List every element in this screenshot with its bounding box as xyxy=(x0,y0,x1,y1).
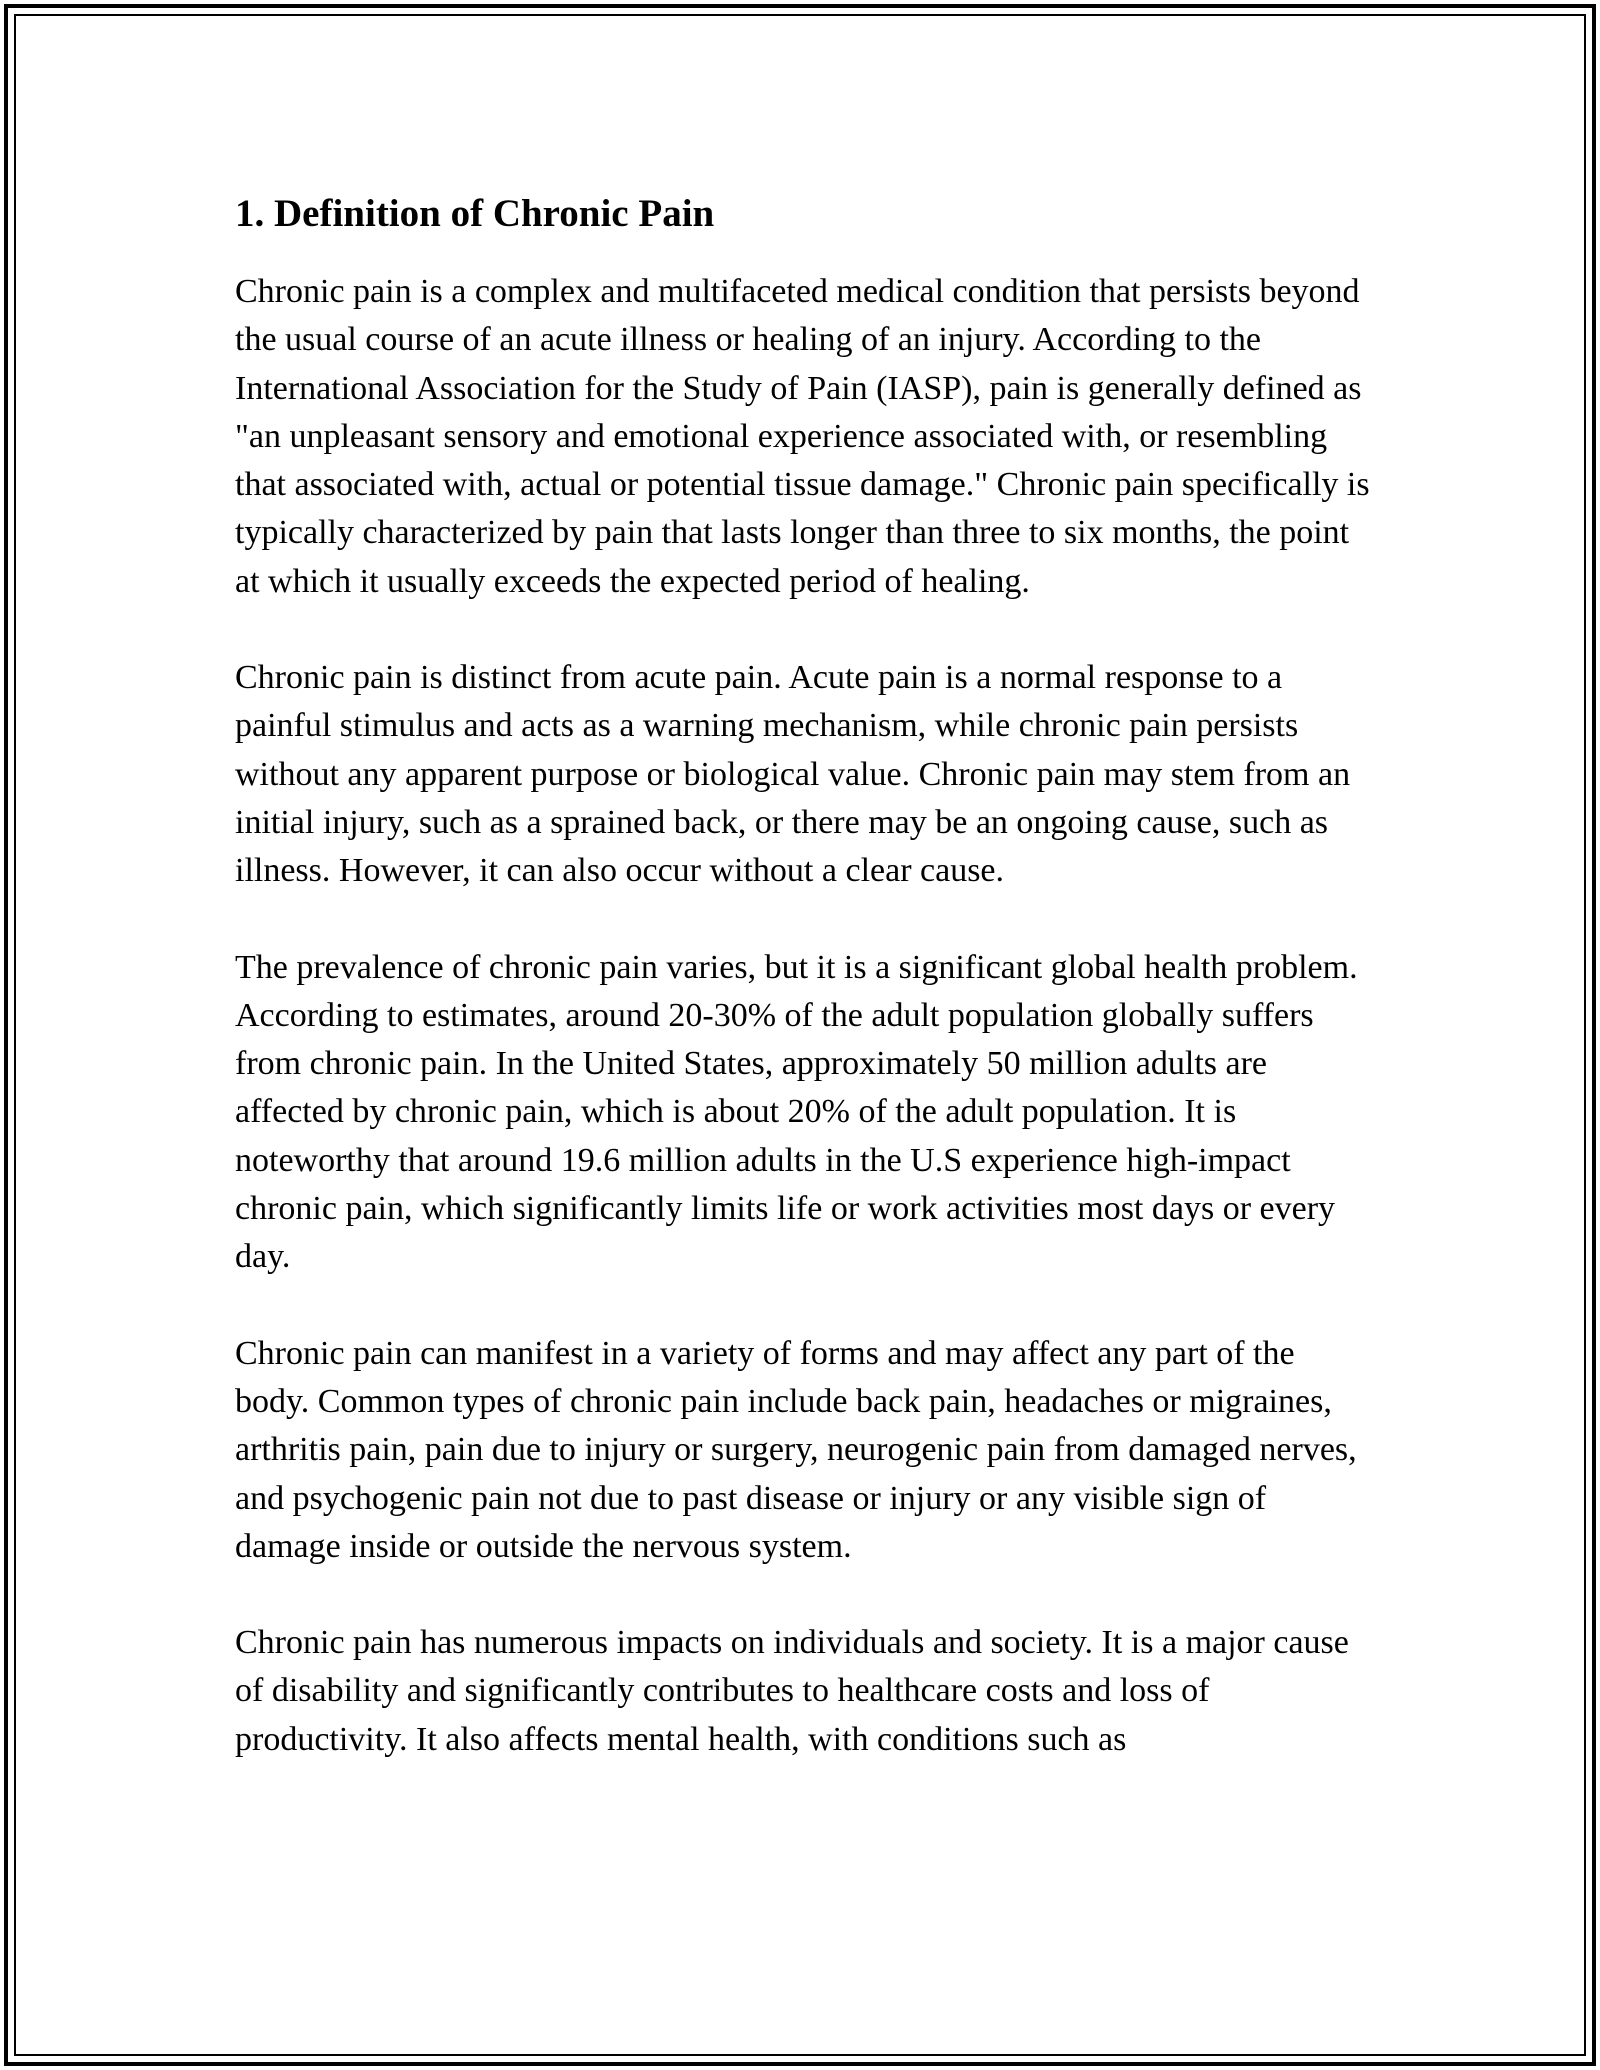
paragraph-prevalence: The prevalence of chronic pain varies, but it is a significant global health problem. According to estimates, around 20-30% of the adult population globally suffers from chronic pain. In the United States, approximately 50 million adults are affected by chronic pain, which is about 20% of the adult population. It is noteworthy that around 19.6 million adults in the U.S experience high-impact chronic pain, which significantly limits life or work activities most days or every day. xyxy=(235,948,1358,1276)
paragraph-forms: Chronic pain can manifest in a variety of forms and may affect any part of the body. Common types of chronic pain include back pain, headaches or migraines, arthritis pain, pain due to injury or surgery, neurogenic pain from damaged nerves, and psychogenic pain not due to past disease or injury or any visible sign of damage inside or outside the nervous system. xyxy=(235,1334,1357,1565)
document-body xyxy=(235,182,1375,1812)
section-heading: 1. Definition of Chronic Pain xyxy=(235,192,715,235)
paragraph-definition: Chronic pain is a complex and multifaceted medical condition that persists beyond the usual course of an acute illness or healing of an injury. According to the International Association for the Study of Pain (IASP), pain is generally defined as "an unpleasant sensory and emotional experience associated with, or resembling that associated with, actual or potential tissue damage." Chronic pain specifically is typically characterized by pain that lasts longer than three to six months, the point at which it usually exceeds the expected period of healing. xyxy=(235,273,1370,600)
paragraph-acute-vs-chronic: Chronic pain is distinct from acute pain. Acute pain is a normal response to a painful stimulus and acts as a warning mechanism, while chronic pain persists without any apparent purpose or biological value. Chronic pain may stem from an initial injury, such as a sprained back, or there may be an ongoing cause, such as illness. However, it can also occur without a clear cause. xyxy=(235,659,1351,890)
paragraph-impacts: Chronic pain has numerous impacts on individuals and society. It is a major cause of disability and significantly contributes to healthcare costs and loss of productivity. It also affects mental health, with conditions such as xyxy=(235,1624,1349,1758)
